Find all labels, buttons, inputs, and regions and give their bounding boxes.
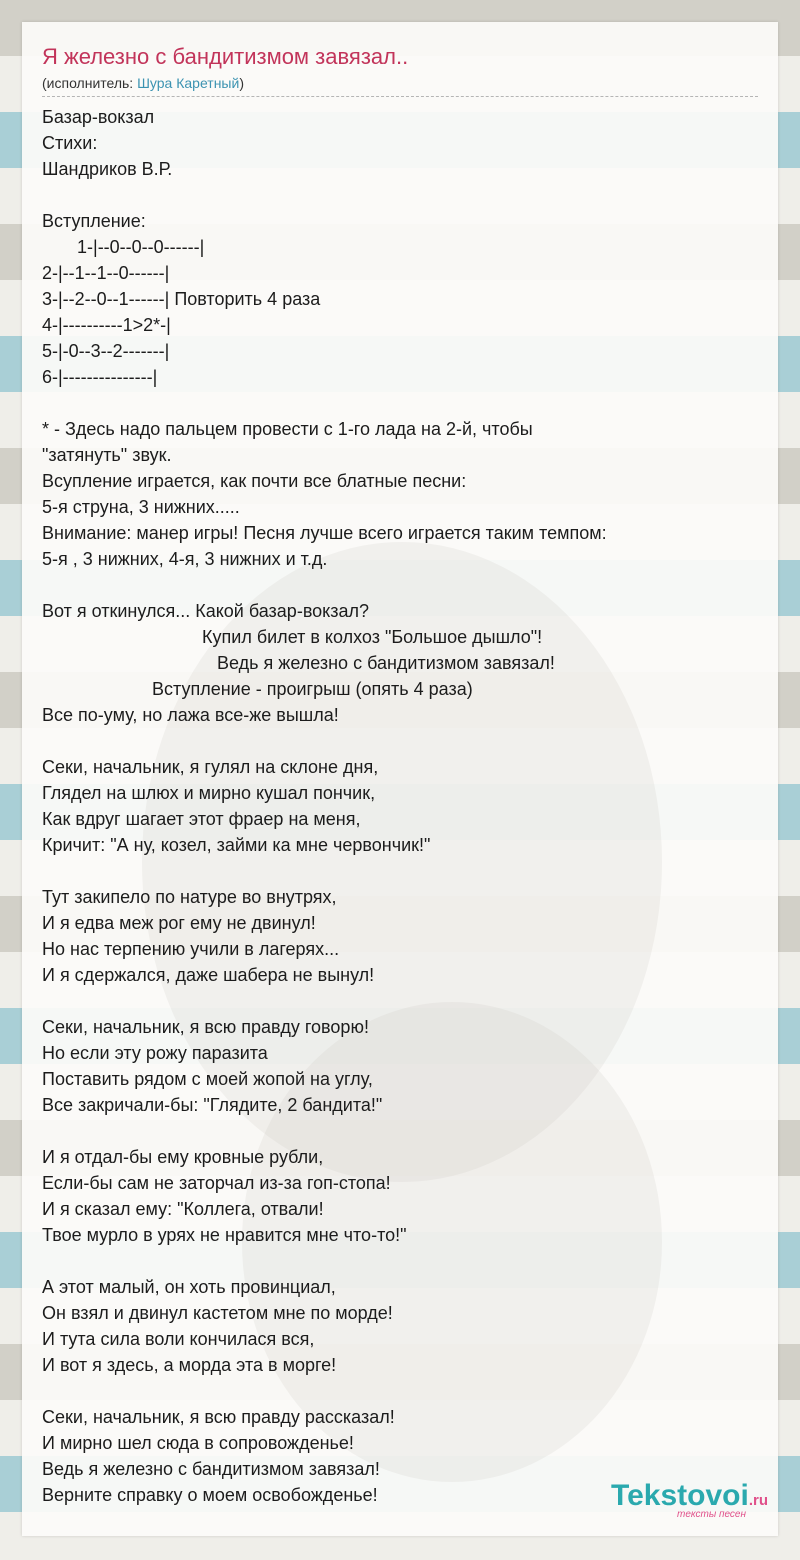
song-card	[22, 22, 778, 1536]
song-title: Я железно с бандитизмом завязал..	[42, 44, 409, 69]
artist-prefix: (исполнитель:	[42, 75, 138, 91]
song-header	[42, 42, 758, 97]
logo-tagline: тексты песен	[677, 1509, 746, 1520]
site-logo[interactable]	[611, 1481, 768, 1520]
lyrics-text: Базар-вокзал Стихи: Шандриков В.Р. Вступление: 1-|--0--0--0------| 2-|--1--1--0------| 3-|--2--0--1------| Повторить 4 раза 4-|----------1>2*-| 5-|-0--3--2-------| 6-|---------------| * - Здесь надо пальцем провести с 1-го лада на 2-й, чтобы "затянуть" звук. Всупление играется, как почти все блатные песни: 5-я струна, 3 нижних..... Внимание: манер игры! Песня лучше всего играется таким темпом: 5-я , 3 нижних, 4-я, 3 нижних и т.д. Вот я откинулся... Какой базар-вокзал? Купил билет в колхоз "Большое дышло"! Ведь я железно с бандитизмом завязал! Вступление - проигрыш (опять 4 раза) Все по-уму, но лажа все-же вышла! Секи, начальник, я гулял на склоне дня, Глядел на шлюх и мирно кушал пончик, Как вдруг шагает этот фраер на меня, Кричит: "А ну, козел, займи ка мне червончик!" Тут закипело по натуре во внутрях, И я едва меж рог ему не двинул! Но нас терпению учили в лагерях... И я сдержался, даже шабера не вынул! Секи, начальник, я всю правду говорю! Но если эту рожу паразита Поставить рядом с моей жопой на углу, Все закричали-бы: "Глядите, 2 бандита!" И я отдал-бы ему кровные рубли, Если-бы сам не заторчал из-за гоп-стопа! И я сказал ему: "Коллега, отвали! Твое мурло в урях не нравится мне что-то!" А этот малый, он хоть провинциал, Он взял и двинул кастетом мне по морде! И тута сила воли кончилася вся, И вот я здесь, а морда эта в морге! Секи, начальник, я всю правду рассказал! И мирно шел сюда в сопровожденье! Ведь я железно с бандитизмом завязал! Верните справку о моем освобожденье!	[42, 107, 607, 1505]
artist-suffix: )	[239, 75, 244, 91]
artist-line	[42, 74, 758, 97]
artist-link[interactable]: Шура Каретный	[137, 75, 240, 91]
logo-suffix: .ru	[748, 1492, 768, 1509]
logo-name: Tekstovoi	[611, 1479, 749, 1512]
